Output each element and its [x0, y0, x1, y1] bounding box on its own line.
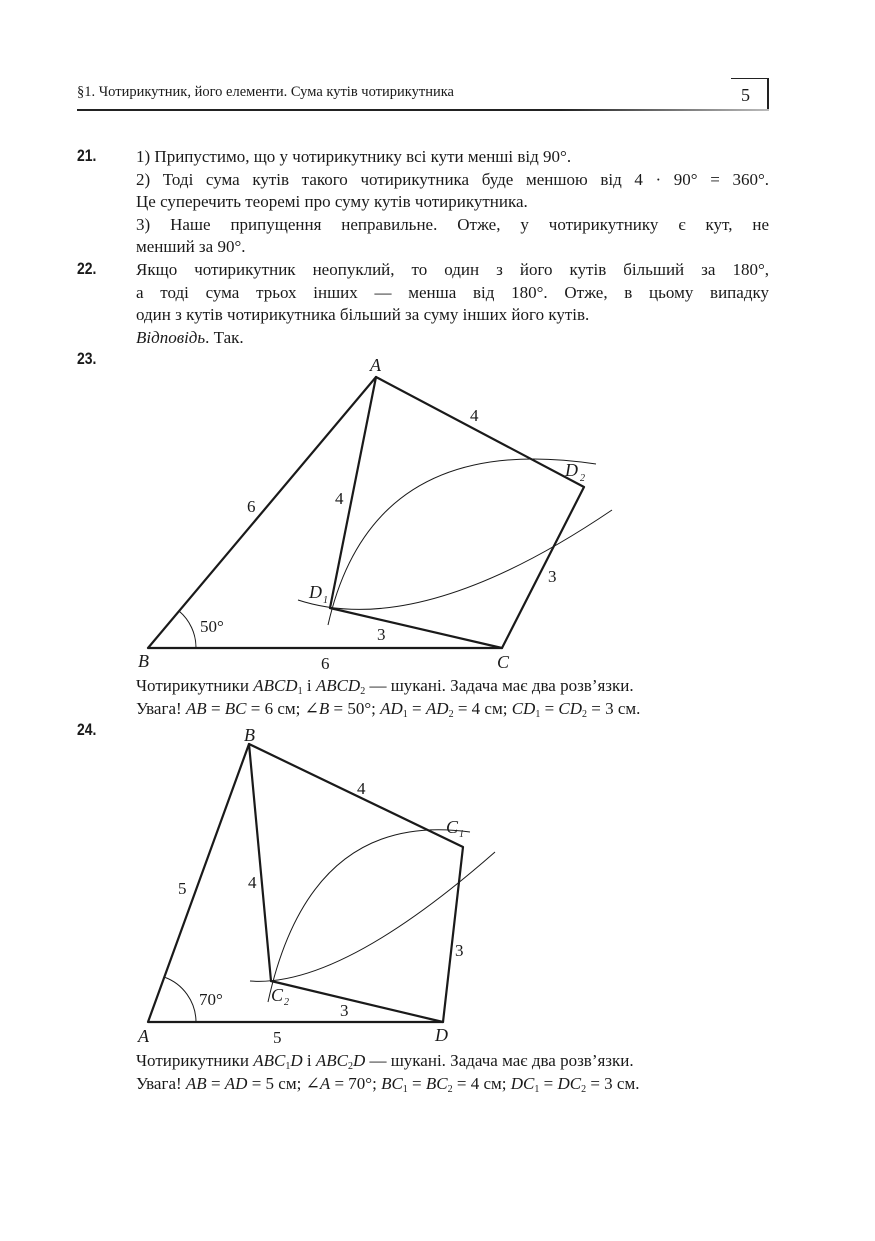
caption-sub: 1 [534, 1083, 540, 1095]
caption-sub: 2 [360, 686, 366, 697]
caption-line [136, 675, 776, 698]
caption-text: і [302, 676, 316, 695]
text-line: менший за 90°. [136, 237, 246, 256]
text-line: 3) Наше припущення неправильне. Отже, у чотирикутнику є кут, не [136, 214, 769, 234]
caption-var: AB [185, 1073, 207, 1093]
vertex-a-label: A [370, 355, 381, 375]
caption-var: ABCD [253, 676, 298, 695]
vertex-a-label: A [138, 1026, 149, 1046]
angle-a-arc [164, 977, 196, 1022]
answer-label: Відповідь [136, 327, 206, 347]
length-ab: 5 [178, 879, 187, 898]
caption-var: DC [510, 1073, 535, 1093]
text-line: а тоді сума трьох інших — менша від 180°. Отже, в цьому випадку [136, 282, 769, 302]
length-cd1: 3 [377, 625, 386, 644]
caption-text: = [407, 698, 426, 718]
caption-text: = [539, 1073, 558, 1093]
caption-var: B [318, 698, 330, 718]
vertex-c2-label: C [271, 985, 284, 1005]
length-ab: 6 [247, 497, 256, 516]
problem-number: 22. [77, 259, 97, 278]
caption-sub: 1 [402, 1083, 408, 1095]
text-line: Якщо чотирикутник неопуклий, то один з його кутів більший за 180°, [136, 260, 769, 279]
caption-sub: 2 [448, 708, 454, 720]
caption-text: = 4 см; [453, 698, 512, 718]
vertex-d-label: D [435, 1025, 448, 1045]
caption-text: Чотирикутники [136, 676, 254, 695]
caption-var: D [352, 1051, 366, 1070]
answer-text: . Так. [205, 327, 244, 347]
caption-var: ABC [315, 1051, 348, 1070]
vertex-d1-label: D [309, 582, 322, 602]
segment-bc2 [249, 744, 271, 981]
caption-text: = [540, 698, 559, 718]
caption-var: ABC [253, 1051, 286, 1070]
problem-number: 24. [77, 720, 97, 739]
vertex-c-label: C [497, 652, 510, 672]
problem-number: 21. [77, 146, 97, 165]
caption-sub: 2 [347, 1061, 353, 1072]
caption-sub: 1 [535, 708, 541, 720]
length-bc2: 4 [248, 873, 257, 892]
figure-24 [0, 700, 875, 1060]
caption-text: = [206, 1073, 225, 1093]
length-ad2: 4 [470, 406, 479, 425]
caption-var: AD [425, 698, 449, 718]
vertex-d2-sub: 2 [580, 473, 585, 484]
page-number: 5 [741, 85, 750, 105]
caption-text: — шукані. Задача має два розв’язки. [365, 1051, 634, 1070]
quadrilateral-abc1d [148, 744, 463, 1022]
caption-var: BC [425, 1073, 448, 1093]
length-bc: 6 [321, 654, 330, 673]
caption-text: Увага! [136, 1073, 186, 1093]
angle-b-label: 50° [200, 617, 224, 636]
vertex-b-label: B [244, 725, 255, 745]
caption-var: CD [511, 698, 536, 718]
length-dc2: 3 [340, 1001, 349, 1020]
caption-text: = 5 см; ∠ [247, 1073, 320, 1093]
segment-c2d [271, 981, 443, 1022]
caption-var: A [319, 1073, 331, 1093]
length-dc1: 3 [455, 941, 464, 960]
section-title: §1. Чотирикутник, його елементи. Сума кутів чотирикутника [77, 84, 454, 100]
vertex-c1-sub: 1 [459, 829, 464, 840]
caption-text: = 3 см. [586, 1073, 640, 1093]
caption-text: і [302, 1051, 316, 1070]
vertex-c1-label: C [446, 817, 459, 837]
caption-text: = 4 см; [452, 1073, 511, 1093]
text-line: 1) Припустимо, що у чотирикутнику всі кути менші від 90°. [136, 147, 572, 166]
caption-var: AD [380, 698, 403, 718]
caption-var: CD [558, 698, 583, 718]
vertex-d2-label: D [565, 460, 578, 480]
caption-var: BC [381, 1073, 403, 1093]
caption-var: D [290, 1051, 303, 1070]
caption-text: = 50°; [329, 698, 381, 718]
vertex-c2-sub: 2 [284, 997, 289, 1008]
caption-text: = [206, 698, 225, 718]
caption-var: ABCD [315, 676, 361, 695]
segment-d1c [330, 608, 502, 648]
problem-number: 23. [77, 349, 97, 368]
caption-var: AB [185, 698, 207, 718]
caption-sub: 2 [447, 1083, 453, 1095]
caption-text: = 70°; [330, 1073, 382, 1093]
length-cd2: 3 [548, 567, 557, 586]
caption-var: DC [557, 1073, 582, 1093]
caption-sub: 2 [581, 1083, 587, 1095]
vertex-d1-sub: 1 [323, 595, 328, 606]
caption-text: = 6 см; ∠ [246, 698, 319, 718]
caption-sub: 2 [582, 708, 588, 720]
caption-var: AD [224, 1073, 248, 1093]
caption-sub: 1 [297, 686, 303, 697]
caption-text: Увага! [136, 698, 186, 718]
arc-center-b [250, 852, 495, 981]
caption-sub: 1 [402, 708, 408, 720]
caption-line [136, 1050, 776, 1073]
quadrilateral-abcd2 [148, 377, 584, 648]
caption-sub: 1 [285, 1061, 291, 1072]
text-line: 2) Тоді сума кутів такого чотирикутника буде меншою від 4 · 90° = 360°. [136, 169, 769, 189]
angle-b-arc [179, 611, 196, 648]
figure-24-caption [136, 1050, 776, 1095]
length-ad: 5 [273, 1028, 282, 1047]
caption-line [136, 1073, 776, 1096]
text-line: Це суперечить теоремі про суму кутів чотирикутника. [136, 192, 528, 211]
vertex-b-label: B [138, 651, 149, 671]
length-ad1: 4 [335, 489, 344, 508]
text-line: один з кутів чотирикутника більший за суму інших його кутів. [136, 305, 590, 324]
angle-a-label: 70° [199, 990, 223, 1009]
length-bc1: 4 [357, 779, 366, 798]
caption-text: = 3 см. [587, 698, 641, 718]
caption-text: = [407, 1073, 426, 1093]
caption-var: BC [224, 698, 247, 718]
caption-text: Чотирикутники [136, 1051, 254, 1070]
caption-text: — шукані. Задача має два розв’язки. [365, 676, 634, 695]
